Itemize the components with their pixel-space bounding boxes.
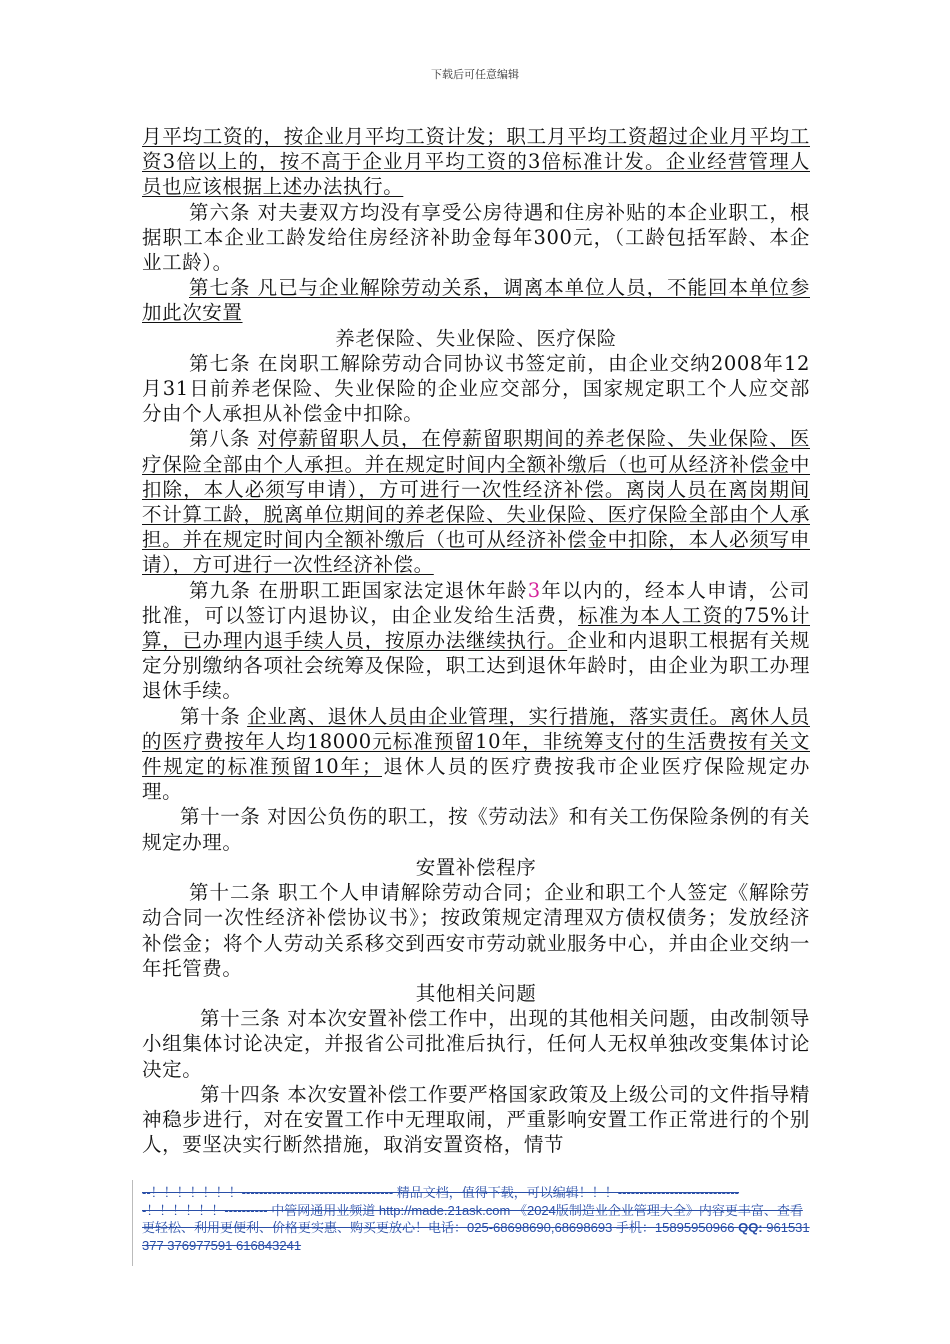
- paragraph-article-13: 第十三条 对本次安置补偿工作中，出现的其他相关问题，由改制领导小组集体讨论决定，并报省公司批准后执行，任何人无权单独改变集体讨论决定。: [142, 1007, 810, 1081]
- paragraph-article-10: [142, 704, 810, 805]
- section-heading-procedure: 安置补偿程序: [415, 855, 537, 879]
- article-10-retiree-text: 退休人员的医疗费按我市企业医疗保险规定办理。: [142, 755, 810, 804]
- paragraph-article-14: 第十四条 本次安置补偿工作要严格国家政策及上级公司的文件指导精神稳步进行，对在安置工作中无理取闹，严重影响安置工作正常进行的个别人，要坚决实行断然措施，取消安置资格，情节: [142, 1082, 810, 1157]
- article-8-text: 对停薪留职人员，在停薪留职期间的养老保险、失业保险、医疗保险全部由个人承担。并在规定时间内全额补缴后（也可从经济补偿金中扣除，本人必须写申请），方可进行一次性经济补偿。离岗人员在离岗期间不计算工龄，脱离单位期间的养老保险、失业保险、医疗保险全部由个人承担。并在规定时间内全额补缴后（也可从经济补偿金中扣除，本人必须写申请），方可进行一次性经济补偿。: [142, 427, 810, 577]
- paragraph-article-11: 第十一条 对因公负伤的职工，按《劳动法》和有关工伤保险条例的有关规定办理。: [142, 805, 810, 854]
- page-header-note: 下载后可任意编辑: [431, 68, 519, 81]
- article-9-text-a: 第九条 在册职工距国家法定退休年龄: [189, 578, 528, 602]
- footer-qq-label: QQ:: [738, 1220, 763, 1235]
- footer-ad-text: --！！！！！！！----------------------------------- 精品文档，值得下载，可以编辑！！！-----------------------------！！！！！！---------- 中管网通用业频道 http://made.21ask.com 《2024版制造业企业管理大全》内容更丰富、查看更轻松、利用更便利、价格更实惠、购买更放心！电话：025-68698690,68698693 手机：15895950966: [142, 1185, 803, 1235]
- article-10-text: 企业离、退休人员由企业管理，实行措施，落实责任。离休人员的医疗费按年人均18000元标准预留10年，非统筹支付的生活费按有关文件规定的标准预留10年；: [142, 704, 810, 779]
- footer-advertisement: [142, 1184, 810, 1254]
- section-heading-insurance: 养老保险、失业保险、医疗保险: [335, 326, 617, 350]
- article-10-label: 第十条: [180, 704, 248, 728]
- section-heading-other: 其他相关问题: [415, 981, 537, 1005]
- paragraph-article-7-transfer: 第七条 凡已与企业解除劳动关系，调离本单位人员，不能回本单位参加此次安置: [142, 276, 810, 325]
- footer-qq-numbers: 961531377 376977591 616843241: [142, 1220, 810, 1253]
- paragraph-article-9: [142, 578, 810, 704]
- paragraph-wage-standard: 月平均工资的，按企业月平均工资计发；职工月平均工资超过企业月平均工资3倍以上的，按不高于企业月平均工资的3倍标准计发。企业经营管理人员也应该根据上述办法执行。: [142, 125, 810, 199]
- article-9-text-d: 企业和内退职工根据有关规定分别缴纳各项社会统筹及保险，职工达到退休年龄时，由企业为职工办理退休手续。: [142, 629, 810, 703]
- paragraph-article-12: 第十二条 职工个人申请解除劳动合同；企业和职工个人签定《解除劳动合同一次性经济补偿协议书》；按政策规定清理双方债权债务；发放经济补偿金；将个人劳动关系移交到西安市劳动就业服务中心，并由企业交纳一年托管费。: [142, 881, 810, 980]
- article-9-standard: 标准为本人工资的75%计算，已办理内退手续人员，按原办法继续执行。: [142, 603, 810, 653]
- paragraph-article-7-insurance: 第七条 在岗职工解除劳动合同协议书签定前，由企业交纳2008年12月31日前养老保险、失业保险的企业应交部分，国家规定职工个人应交部分由个人承担从补偿金中扣除。: [142, 351, 810, 426]
- footer-margin-rule: [132, 1180, 133, 1266]
- paragraph-article-8: [142, 426, 810, 577]
- article-8-label: 第八条: [189, 427, 258, 451]
- article-9-years-number: 3: [527, 578, 541, 602]
- document-body: [142, 124, 810, 1157]
- paragraph-article-6: 第六条 对夫妻双方均没有享受公房待遇和住房补贴的本企业职工，根据职工本企业工龄发给住房经济补助金每年300元，（工龄包括军龄、本企业工龄）。: [142, 200, 810, 275]
- article-9-text-b: 年以内的，经本人申请，公司批准，可以签订内退协议，由企业发给生活费，: [142, 578, 810, 627]
